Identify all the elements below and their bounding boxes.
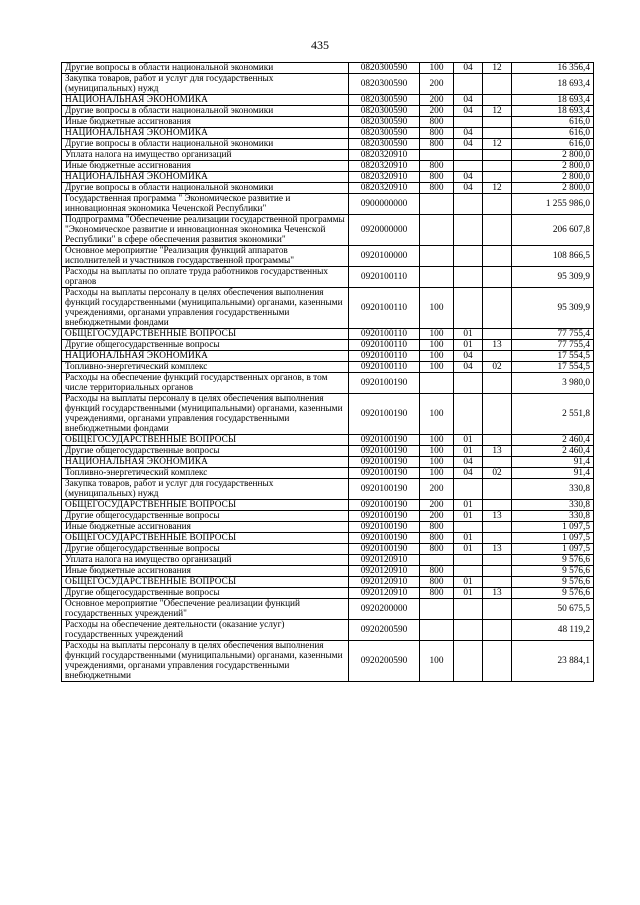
row-expense-type: 200 [420,95,454,106]
row-name: Уплата налога на имущество организаций [62,555,349,566]
row-expense-type: 100 [420,362,454,373]
row-section: 04 [454,351,483,362]
row-target-code: 0920100190 [349,522,420,533]
row-subsection [483,128,512,139]
row-target-code: 0920120910 [349,577,420,588]
table-row [62,267,594,288]
row-name: ОБЩЕГОСУДАРСТВЕННЫЕ ВОПРОСЫ [62,533,349,544]
row-subsection [483,351,512,362]
row-subsection [483,161,512,172]
row-name: Топливно-энергетический комплекс [62,362,349,373]
row-name: Иные бюджетные ассигнования [62,161,349,172]
row-expense-type: 200 [420,74,454,95]
row-subsection [483,522,512,533]
row-name: НАЦИОНАЛЬНАЯ ЭКОНОМИКА [62,457,349,468]
row-name: Другие общегосударственные вопросы [62,588,349,599]
table-row [62,194,594,215]
row-subsection: 02 [483,362,512,373]
row-subsection [483,373,512,394]
table-row [62,128,594,139]
table-row [62,588,594,599]
row-amount: 206 607,8 [512,215,594,246]
row-expense-type [420,267,454,288]
row-amount: 2 800,0 [512,183,594,194]
row-section [454,288,483,329]
row-section: 01 [454,511,483,522]
table-row [62,288,594,329]
row-expense-type: 100 [420,63,454,74]
table-row [62,373,594,394]
row-expense-type [420,620,454,641]
row-amount: 48 119,2 [512,620,594,641]
table-row [62,117,594,128]
row-section: 01 [454,435,483,446]
row-amount: 330,8 [512,500,594,511]
row-expense-type: 100 [420,394,454,435]
row-subsection [483,555,512,566]
row-target-code: 0920100110 [349,288,420,329]
row-target-code: 0920100190 [349,435,420,446]
row-section [454,555,483,566]
row-target-code: 0920100190 [349,457,420,468]
row-expense-type: 100 [420,351,454,362]
row-section [454,267,483,288]
row-amount: 18 693,4 [512,106,594,117]
row-subsection [483,194,512,215]
row-expense-type: 100 [420,468,454,479]
row-subsection [483,394,512,435]
row-name: Другие вопросы в области национальной экономики [62,106,349,117]
row-amount: 2 460,4 [512,446,594,457]
row-expense-type [420,599,454,620]
table-row [62,394,594,435]
row-subsection [483,172,512,183]
row-section [454,161,483,172]
row-section [454,215,483,246]
row-name: Государственная программа " Экономическое развитие и инновационная экономика Чеченской Республики" [62,194,349,215]
row-name: Расходы на обеспечение функций государственных органов, в том числе территориальных органов [62,373,349,394]
row-expense-type [420,150,454,161]
row-section: 01 [454,340,483,351]
row-subsection [483,215,512,246]
row-subsection: 13 [483,588,512,599]
budget-table [61,62,594,682]
row-target-code: 0920120910 [349,555,420,566]
row-amount: 9 576,6 [512,577,594,588]
budget-table-body [62,63,594,682]
row-section: 01 [454,446,483,457]
row-name: Уплата налога на имущество организаций [62,150,349,161]
row-subsection [483,599,512,620]
row-expense-type: 800 [420,522,454,533]
row-expense-type: 100 [420,641,454,682]
row-expense-type: 100 [420,435,454,446]
row-target-code: 0920120910 [349,566,420,577]
row-section: 04 [454,172,483,183]
row-section: 04 [454,362,483,373]
table-row [62,95,594,106]
table-row [62,246,594,267]
row-amount: 9 576,6 [512,566,594,577]
row-expense-type: 100 [420,288,454,329]
row-section: 01 [454,544,483,555]
row-subsection: 13 [483,446,512,457]
row-section [454,246,483,267]
table-row [62,446,594,457]
row-target-code: 0920100190 [349,479,420,500]
row-amount: 616,0 [512,128,594,139]
row-section [454,117,483,128]
row-target-code: 0820300590 [349,63,420,74]
table-row [62,544,594,555]
row-amount: 18 693,4 [512,95,594,106]
row-subsection: 13 [483,340,512,351]
row-target-code: 0920100190 [349,544,420,555]
row-section: 04 [454,468,483,479]
row-expense-type: 200 [420,479,454,500]
row-amount: 9 576,6 [512,555,594,566]
row-target-code: 0920100190 [349,533,420,544]
table-row [62,641,594,682]
row-name: ОБЩЕГОСУДАРСТВЕННЫЕ ВОПРОСЫ [62,329,349,340]
row-subsection: 13 [483,544,512,555]
row-target-code: 0920100110 [349,329,420,340]
row-target-code: 0820320910 [349,150,420,161]
row-subsection [483,620,512,641]
table-row [62,161,594,172]
row-section: 01 [454,500,483,511]
row-section: 04 [454,457,483,468]
row-name: ОБЩЕГОСУДАРСТВЕННЫЕ ВОПРОСЫ [62,435,349,446]
row-amount: 17 554,5 [512,351,594,362]
row-amount: 77 755,4 [512,329,594,340]
row-target-code: 0900000000 [349,194,420,215]
row-target-code: 0920100190 [349,394,420,435]
row-name: Закупка товаров, работ и услуг для государственных (муниципальных) нужд [62,74,349,95]
row-amount: 1 097,5 [512,544,594,555]
row-section [454,194,483,215]
table-row [62,74,594,95]
row-target-code: 0920100110 [349,362,420,373]
row-subsection: 12 [483,106,512,117]
row-target-code: 0920100190 [349,446,420,457]
row-name: Другие общегосударственные вопросы [62,340,349,351]
table-row [62,457,594,468]
row-section: 01 [454,329,483,340]
row-subsection: 12 [483,183,512,194]
row-name: Закупка товаров, работ и услуг для государственных (муниципальных) нужд [62,479,349,500]
row-target-code: 0920000000 [349,215,420,246]
row-subsection [483,246,512,267]
row-expense-type: 800 [420,533,454,544]
row-name: Подпрограмма "Обеспечение реализации государственной программы "Экономическое развитие и инновационная экономика Чеченской Республики" в сфере обеспечения развития экономики" [62,215,349,246]
row-subsection [483,150,512,161]
row-target-code: 0820320910 [349,172,420,183]
row-expense-type: 200 [420,511,454,522]
row-section: 01 [454,577,483,588]
row-expense-type: 100 [420,340,454,351]
row-target-code: 0820300590 [349,139,420,150]
row-section: 04 [454,95,483,106]
row-subsection: 12 [483,63,512,74]
row-expense-type [420,215,454,246]
row-name: Другие вопросы в области национальной экономики [62,63,349,74]
row-target-code: 0820300590 [349,74,420,95]
row-amount: 616,0 [512,117,594,128]
table-row [62,468,594,479]
row-target-code: 0920100190 [349,500,420,511]
row-name: Иные бюджетные ассигнования [62,522,349,533]
row-target-code: 0920100190 [349,373,420,394]
table-row [62,522,594,533]
row-subsection [483,479,512,500]
row-expense-type [420,194,454,215]
row-name: Другие общегосударственные вопросы [62,544,349,555]
table-row [62,172,594,183]
row-expense-type: 800 [420,577,454,588]
table-row [62,620,594,641]
row-subsection [483,117,512,128]
row-expense-type: 800 [420,128,454,139]
table-row [62,577,594,588]
row-expense-type [420,555,454,566]
row-name: Расходы на выплаты по оплате труда работников государственных органов [62,267,349,288]
row-expense-type: 100 [420,457,454,468]
table-row [62,362,594,373]
row-target-code: 0820320910 [349,161,420,172]
row-subsection [483,500,512,511]
row-subsection [483,267,512,288]
row-name: ОБЩЕГОСУДАРСТВЕННЫЕ ВОПРОСЫ [62,577,349,588]
row-target-code: 0820320910 [349,183,420,194]
row-amount: 616,0 [512,139,594,150]
row-subsection: 12 [483,139,512,150]
row-subsection [483,288,512,329]
row-expense-type: 100 [420,446,454,457]
row-section [454,479,483,500]
row-subsection [483,95,512,106]
row-expense-type: 800 [420,183,454,194]
row-target-code: 0920200590 [349,641,420,682]
row-amount: 91,4 [512,468,594,479]
row-subsection [483,457,512,468]
row-amount: 16 356,4 [512,63,594,74]
row-target-code: 0920100110 [349,351,420,362]
row-expense-type: 800 [420,566,454,577]
row-amount: 3 980,0 [512,373,594,394]
row-amount: 1 097,5 [512,522,594,533]
row-target-code: 0820300590 [349,106,420,117]
row-subsection [483,577,512,588]
table-row [62,106,594,117]
row-target-code: 0820300590 [349,117,420,128]
table-row [62,435,594,446]
table-row [62,479,594,500]
table-row [62,555,594,566]
row-expense-type: 800 [420,139,454,150]
row-target-code: 0920100110 [349,267,420,288]
row-expense-type [420,373,454,394]
page-number: 435 [311,38,329,52]
row-target-code: 0920200590 [349,620,420,641]
row-amount: 9 576,6 [512,588,594,599]
row-amount: 1 097,5 [512,533,594,544]
row-name: Расходы на выплаты персоналу в целях обеспечения выполнения функций государственными (муниципальными) органами, казенными учреждениями, органами управления государственными внебюджетными [62,641,349,682]
row-target-code: 0920100190 [349,468,420,479]
table-row [62,340,594,351]
table-row [62,215,594,246]
row-expense-type: 100 [420,329,454,340]
row-name: Другие вопросы в области национальной экономики [62,183,349,194]
row-section [454,522,483,533]
row-amount: 95 309,9 [512,288,594,329]
row-expense-type: 800 [420,172,454,183]
row-name: Другие общегосударственные вопросы [62,446,349,457]
row-name: Расходы на обеспечение деятельности (оказание услуг) государственных учреждений [62,620,349,641]
table-row [62,599,594,620]
row-subsection: 02 [483,468,512,479]
row-name: НАЦИОНАЛЬНАЯ ЭКОНОМИКА [62,351,349,362]
row-amount: 23 884,1 [512,641,594,682]
row-target-code: 0920200000 [349,599,420,620]
row-subsection [483,641,512,682]
row-section: 01 [454,533,483,544]
row-amount: 18 693,4 [512,74,594,95]
row-amount: 50 675,5 [512,599,594,620]
table-row [62,500,594,511]
table-row [62,533,594,544]
row-name: Основное мероприятие "Реализация функций аппаратов исполнителей и участников государственной программы" [62,246,349,267]
row-section [454,566,483,577]
table-row [62,183,594,194]
row-amount: 95 309,9 [512,267,594,288]
row-name: НАЦИОНАЛЬНАЯ ЭКОНОМИКА [62,128,349,139]
row-name: Другие общегосударственные вопросы [62,511,349,522]
row-section: 04 [454,63,483,74]
row-target-code: 0920100000 [349,246,420,267]
row-target-code: 0920100190 [349,511,420,522]
row-section [454,641,483,682]
row-target-code: 0920100110 [349,340,420,351]
row-section [454,373,483,394]
row-amount: 1 255 986,0 [512,194,594,215]
row-section [454,394,483,435]
row-subsection [483,435,512,446]
row-expense-type: 200 [420,106,454,117]
table-row [62,566,594,577]
row-expense-type [420,246,454,267]
row-amount: 2 460,4 [512,435,594,446]
row-section: 04 [454,183,483,194]
row-subsection [483,533,512,544]
row-amount: 91,4 [512,457,594,468]
row-amount: 2 800,0 [512,161,594,172]
row-amount: 17 554,5 [512,362,594,373]
row-amount: 330,8 [512,511,594,522]
row-section [454,150,483,161]
row-target-code: 0820300590 [349,128,420,139]
row-subsection [483,566,512,577]
row-name: НАЦИОНАЛЬНАЯ ЭКОНОМИКА [62,95,349,106]
row-expense-type: 800 [420,588,454,599]
row-expense-type: 200 [420,500,454,511]
table-row [62,63,594,74]
row-name: Расходы на выплаты персоналу в целях обеспечения выполнения функций государственными (муниципальными) органами, казенными учреждениями, органами управления государственными внебюджетными фондами [62,288,349,329]
row-expense-type: 800 [420,117,454,128]
row-section [454,74,483,95]
row-section: 04 [454,128,483,139]
row-subsection [483,74,512,95]
row-amount: 2 800,0 [512,150,594,161]
table-row [62,329,594,340]
row-amount: 108 866,5 [512,246,594,267]
row-subsection [483,329,512,340]
table-row [62,150,594,161]
row-section [454,599,483,620]
row-expense-type: 800 [420,161,454,172]
row-name: Расходы на выплаты персоналу в целях обеспечения выполнения функций государственными (муниципальными) органами, казенными учреждениями, органами управления государственными внебюджетными фондами [62,394,349,435]
row-name: Иные бюджетные ассигнования [62,117,349,128]
row-target-code: 0820300590 [349,95,420,106]
row-section: 04 [454,106,483,117]
row-section [454,620,483,641]
row-target-code: 0920120910 [349,588,420,599]
row-name: ОБЩЕГОСУДАРСТВЕННЫЕ ВОПРОСЫ [62,500,349,511]
row-section: 01 [454,588,483,599]
row-subsection: 13 [483,511,512,522]
table-row [62,351,594,362]
row-name: Другие вопросы в области национальной экономики [62,139,349,150]
row-amount: 330,8 [512,479,594,500]
row-name: Иные бюджетные ассигнования [62,566,349,577]
row-expense-type: 800 [420,544,454,555]
row-amount: 2 800,0 [512,172,594,183]
table-row [62,139,594,150]
row-name: Основное мероприятие "Обеспечение реализации функций государственных учреждений" [62,599,349,620]
row-name: Топливно-энергетический комплекс [62,468,349,479]
row-section: 04 [454,139,483,150]
table-row [62,511,594,522]
row-name: НАЦИОНАЛЬНАЯ ЭКОНОМИКА [62,172,349,183]
row-amount: 77 755,4 [512,340,594,351]
row-amount: 2 551,8 [512,394,594,435]
